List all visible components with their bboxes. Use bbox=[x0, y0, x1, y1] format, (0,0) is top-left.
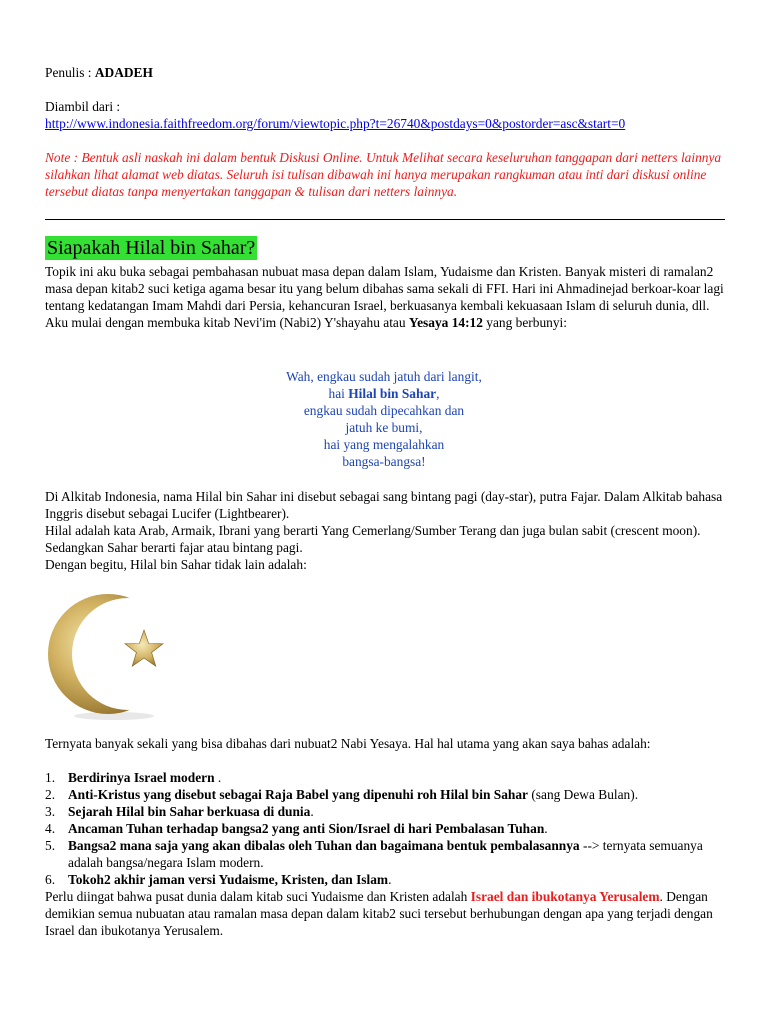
closing-before: Perlu diingat bahwa pusat dunia dalam kitab suci Yudaisme dan Kristen adalah bbox=[45, 889, 471, 904]
list-item bbox=[45, 837, 735, 871]
list-item-rest: (sang Dewa Bulan). bbox=[527, 787, 639, 802]
list-item-number: 4. bbox=[45, 821, 56, 836]
verse-line-2 bbox=[0, 385, 768, 402]
list-item-number: 2. bbox=[45, 787, 56, 802]
explanation-section bbox=[45, 488, 735, 573]
list-item-rest: . bbox=[388, 872, 392, 887]
crescent-star-icon bbox=[46, 592, 176, 722]
intro-section bbox=[45, 263, 735, 331]
author-line bbox=[45, 64, 735, 81]
article-heading: Siapakah Hilal bin Sahar? bbox=[47, 237, 256, 259]
verse-line-5: hai yang mengalahkan bbox=[323, 437, 445, 452]
verse-reference: Yesaya 14:12 bbox=[408, 315, 483, 330]
verse-line-3: engkau sudah dipecahkan dan bbox=[303, 403, 465, 418]
list-item bbox=[45, 871, 735, 888]
list-item bbox=[45, 786, 735, 803]
list-item-rest: . bbox=[310, 804, 314, 819]
list-item-title: Bangsa2 mana saja yang akan dibalas oleh Tuhan dan bagaimana bentuk pembalasannya bbox=[68, 838, 580, 853]
intro-p2-after: yang berbunyi: bbox=[482, 315, 567, 330]
verse-name-bold: Hilal bin Sahar bbox=[348, 386, 437, 401]
list-item-rest: . bbox=[544, 821, 548, 836]
source-label: Diambil dari : bbox=[45, 99, 121, 114]
list-item-rest: . bbox=[214, 770, 222, 785]
explanation-paragraph-1: Di Alkitab Indonesia, nama Hilal bin Sahar ini disebut sebagai sang bintang pagi (day-star), putra Fajar. Dalam Alkitab bahasa Inggris disebut sebagai Lucifer (Lightbearer). bbox=[45, 489, 723, 521]
verse-quote bbox=[0, 368, 768, 470]
list-item bbox=[45, 820, 735, 837]
explanation-paragraph-2: Hilal adalah kata Arab, Armaik, Ibrani yang berarti Yang Cemerlang/Sumber Terang dan juga bulan sabit (crescent moon). Sedangkan Sahar berarti fajar atau bintang pagi. bbox=[45, 523, 701, 555]
intro-paragraph: Topik ini aku buka sebagai pembahasan nubuat masa depan dalam Islam, Yudaisme dan Kristen. Banyak misteri di ramalan2 masa depan kitab2 suci ketiga agama besar itu yang belum dibahas sama sekali di FFI. Hari ini Ahmadinejad berkoar-koar lagi tentang kedatangan Imam Mahdi dari Persia, kehancuran Israel, berkuasanya kembali kekuasaan Islam di seluruh dunia, dll. bbox=[45, 264, 724, 313]
horizontal-divider bbox=[45, 219, 725, 220]
closing-highlight: Israel dan ibukotanya Yerusalem bbox=[470, 889, 660, 904]
intro-p2-before: Aku mulai dengan membuka kitab Nevi'im (Nabi2) Y'shayahu atau bbox=[45, 315, 409, 330]
list-intro: Ternyata banyak sekali yang bisa dibahas dari nubuat2 Nabi Yesaya. Hal hal utama yang akan saya bahas adalah: bbox=[45, 736, 651, 751]
list-item-number: 6. bbox=[45, 872, 56, 887]
list-item-title: Tokoh2 akhir jaman versi Yudaisme, Kristen, dan Islam bbox=[68, 872, 389, 887]
explanation-paragraph-3: Dengan begitu, Hilal bin Sahar tidak lain adalah: bbox=[45, 557, 307, 572]
list-item-title: Sejarah Hilal bin Sahar berkuasa di dunia bbox=[68, 804, 311, 819]
list-item bbox=[45, 803, 735, 820]
verse-line-2-before: hai bbox=[328, 386, 349, 401]
online-discussion-note: Note : Bentuk asli naskah ini dalam bentuk Diskusi Online. Untuk Melihat secara keseluruhan tanggapan dari netters lainnya silahkan lihat alamat web diatas. Seluruh isi tulisan dibawah ini hanya merupakan rangkuman atau inti dari diskusi online tersebut diatas tanpa menyertakan tanggapan & tulisan dari netters lainnya. bbox=[45, 150, 722, 199]
author-name: ADADEH bbox=[94, 65, 153, 80]
verse-line-4: jatuh ke bumi, bbox=[345, 420, 423, 435]
list-item-title: Anti-Kristus yang disebut sebagai Raja Babel yang dipenuhi roh Hilal bin Sahar bbox=[68, 787, 528, 802]
list-item-number: 3. bbox=[45, 804, 56, 819]
verse-line-1: Wah, engkau sudah jatuh dari langit, bbox=[286, 369, 482, 384]
list-item-title: Ancaman Tuhan terhadap bangsa2 yang anti Sion/Israel di hari Pembalasan Tuhan bbox=[68, 821, 545, 836]
intro-verse-reference bbox=[45, 314, 735, 331]
verse-line-2-after: , bbox=[436, 386, 440, 401]
author-label: Penulis : bbox=[45, 65, 95, 80]
list-item-title: Berdirinya Israel modern bbox=[68, 770, 215, 785]
list-item-number: 1. bbox=[45, 770, 56, 785]
list-item-rest: --> ternyata semuanya adalah bangsa/negara Islam modern. bbox=[68, 838, 703, 870]
closing-paragraph bbox=[45, 888, 735, 939]
verse-line-6: bangsa-bangsa! bbox=[342, 454, 426, 469]
list-item-number: 5. bbox=[45, 838, 56, 853]
list-item bbox=[45, 769, 735, 786]
closing-after: . Dengan demikian semua nubuatan atau ramalan masa depan dalam kitab2 suci tersebut berhubungan dengan apa yang terjadi dengan Israel dan ibukotanya Yerusalem. bbox=[45, 889, 713, 938]
source-link[interactable]: http://www.indonesia.faithfreedom.org/forum/viewtopic.php?t=26740&postdays=0&postorder=asc&start=0 bbox=[45, 116, 626, 131]
topic-list bbox=[45, 769, 735, 888]
